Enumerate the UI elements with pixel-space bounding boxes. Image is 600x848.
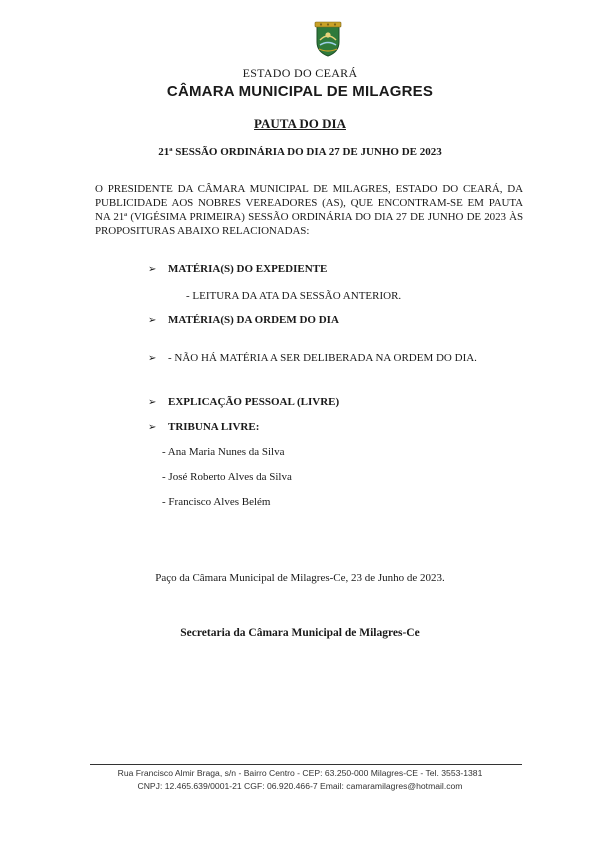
signature: Secretaria da Câmara Municipal de Milagres-Ce [180,627,420,639]
ordem-item-row [148,352,477,364]
agenda-heading-ordem [148,314,339,326]
ordem-heading: MATÉRIA(S) DA ORDEM DO DIA [168,314,339,326]
arrow-bullet-icon: ➢ [148,353,157,364]
tribuna-name: - José Roberto Alves da Silva [162,471,292,483]
tribuna-heading: TRIBUNA LIVRE: [168,421,260,433]
arrow-bullet-icon: ➢ [148,397,157,408]
council-name: CÂMARA MUNICIPAL DE MILAGRES [166,83,434,100]
footer-contact: CNPJ: 12.465.639/0001-21 CGF: 06.920.466-7 Email: camaramilagres@hotmail.com [137,781,463,791]
expediente-item: - LEITURA DA ATA DA SESSÃO ANTERIOR. [186,290,402,302]
arrow-bullet-icon: ➢ [148,315,157,326]
footer-address: Rua Francisco Almir Braga, s/n - Bairro Centro - CEP: 63.250-000 Milagres-CE - Tel. 3553-1381 [117,768,483,778]
session-title: 21ª SESSÃO ORDINÁRIA DO DIA 27 DE JUNHO DE 2023 [158,146,442,158]
document-title: PAUTA DO DIA [254,116,346,131]
arrow-bullet-icon: ➢ [148,264,157,275]
arrow-bullet-icon: ➢ [148,422,157,433]
agenda-heading-expediente [148,263,327,275]
coat-of-arms-icon [313,20,343,58]
explicacao-heading: EXPLICAÇÃO PESSOAL (LIVRE) [168,396,340,408]
closing-date: Paço da Câmara Municipal de Milagres-Ce, 23 de Junho de 2023. [155,572,445,584]
tribuna-name: - Francisco Alves Belém [162,496,271,508]
ordem-item: - NÃO HÁ MATÉRIA A SER DELIBERADA NA ORDEM DO DIA. [168,352,477,364]
intro-paragraph: O PRESIDENTE DA CÂMARA MUNICIPAL DE MILAGRES, ESTADO DO CEARÁ, DA PUBLICIDADE AOS NOBRES VEREADORES (AS), QUE ENCONTRAM-SE EM PAUTA NA 21ª (VIGÉSIMA PRIMEIRA) SESSÃO ORDINÁRIA DO DIA 27 DE JUNHO DE 2023 ÀS PROPOSITURAS ABAIXO RELACIONADAS: [95,183,523,237]
footer-divider [90,764,522,765]
expediente-heading: MATÉRIA(S) DO EXPEDIENTE [168,263,328,275]
state-name: ESTADO DO CEARÁ [242,66,358,80]
agenda-heading-tribuna [148,421,259,433]
tribuna-name: - Ana Maria Nunes da Silva [162,446,285,458]
agenda-heading-explicacao [148,396,339,408]
